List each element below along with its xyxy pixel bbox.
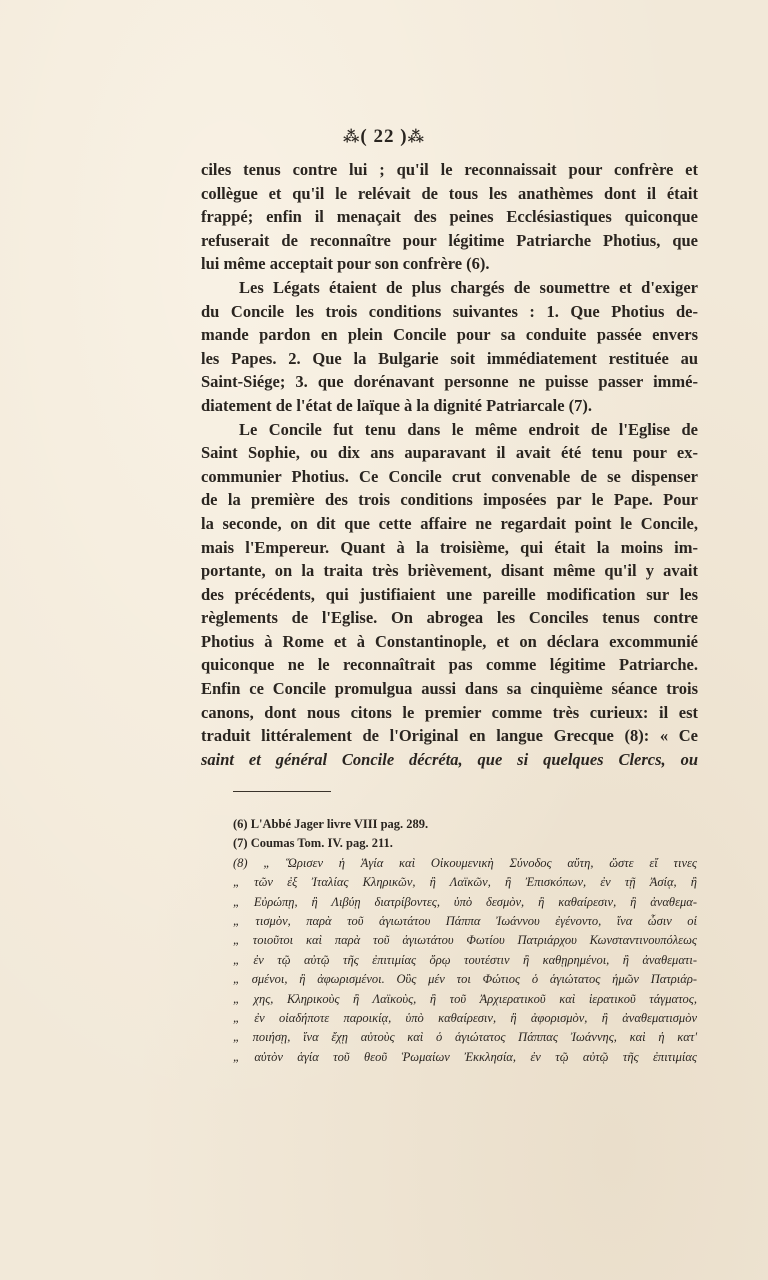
text-line: mais l'Empereur. Quant à la troisième, qui était la moins im- xyxy=(201,537,698,557)
text-line: Photius à Rome et à Constantinople, et on déclara excommunié xyxy=(201,631,698,651)
text-line: frappé; enfin il menaçait des peines Ecclésiastiques quiconque xyxy=(201,207,698,227)
text-line: règlements de l'Eglise. On abrogea les Conciles tenus contre xyxy=(201,608,698,628)
text-line: quiconque ne le reconnaîtrait pas comme légitime Patriarche. xyxy=(201,655,698,675)
text-line: Le Concile fut tenu dans le même endroit de l'Eglise de xyxy=(239,419,698,439)
text-line: des précédents, qui justifiaient une pareille modification sur les xyxy=(201,584,698,604)
greek-line: „ αὐτὸν ἁγία τοῦ θεοῦ Ῥωμαίων Ἐκκλησία, ἐν τῷ αὐτῷ τῆς ἐπιτιμίας xyxy=(233,1049,697,1064)
greek-line: „ σμένοι, ἢ ἀφωρισμένοι. Οὓς μέν τοι Φώτιος ὁ ἁγιώτατος ἡμῶν Πατριάρ- xyxy=(233,972,697,987)
page-header: ⁂( 22 )⁂ xyxy=(343,126,425,147)
text-line: communier Photius. Ce Concile crut convenable de se dispenser xyxy=(201,466,698,486)
footnote-6: (6) L'Abbé Jager livre VIII pag. 289. xyxy=(233,817,429,831)
greek-line: „ ἐν οἱαδήποτε παροικίᾳ, ὑπὸ καθαίρεσιν, ἢ ἀφορισμὸν, ἢ ἀναθεματισμὸν xyxy=(233,1011,697,1026)
main-text xyxy=(201,158,698,771)
greek-line: „ ἐν τῷ αὐτῷ τῆς ἐπιτιμίας ὅρῳ τουτέστιν ἢ καθῃρημένοι, ἢ ἀναθεματι- xyxy=(233,952,697,967)
greek-line: „ τισμὸν, παρὰ τοῦ ἁγιωτάτου Πάππα Ἰωάννου ἐγένοντο, ἵνα ὦσιν οἱ xyxy=(233,914,697,929)
page-number: 22 xyxy=(373,126,395,147)
text-line: saint et général Concile décréta, que si quelques Clercs, ou xyxy=(201,749,698,769)
text-line: la seconde, on dit que cette affaire ne regardait point le Concile, xyxy=(201,513,698,533)
text-line: traduit littéralement de l'Original en langue Grecque (8): « Ce xyxy=(201,726,698,746)
footnote-divider xyxy=(233,791,331,792)
footnote-7: (7) Coumas Tom. IV. pag. 211. xyxy=(233,836,393,851)
text-line: du Concile les trois conditions suivantes : 1. Que Photius de- xyxy=(201,301,698,321)
text-line: Saint Sophie, ou dix ans auparavant il avait été tenu pour ex- xyxy=(201,443,698,463)
text-line: de la première des trois conditions imposées par le Pape. Pour xyxy=(201,490,698,510)
text-line: diatement de l'état de laïque à la dignité Patriarcale (7). xyxy=(201,395,593,415)
greek-line: „ χης, Κληρικοὺς ἢ Λαϊκοὺς, ἢ τοῦ Ἀρχιερατικοῦ καὶ ἱερατικοῦ τάγματος, xyxy=(233,991,697,1006)
text-line: canons, dont nous citons le premier comme très curieux: il est xyxy=(201,702,698,722)
text-line: les Papes. 2. Que la Bulgarie soit immédiatement restituée au xyxy=(201,348,698,368)
text-line: Saint-Siége; 3. que dorénavant personne ne puisse passer immé- xyxy=(201,372,698,392)
text-line: Enfin ce Concile promulgua aussi dans sa cinquième séance trois xyxy=(201,679,698,699)
footnotes xyxy=(233,815,697,1067)
text-line: lui même acceptait pour son confrère (6). xyxy=(201,254,490,274)
text-line: portante, on la traita très brièvement, disant même qu'il y avait xyxy=(201,561,698,581)
greek-line: „ τοιοῦτοι καὶ παρὰ τοῦ ἁγιωτάτου Φωτίου Πατριάρχου Κωνσταντινουπόλεως xyxy=(233,933,697,948)
greek-line: „ Εὐρώπῃ, ἢ Λιβύῃ διατρίβοντες, ὑπὸ δεσμὸν, ἢ καθαίρεσιν, ἢ ἀναθεμα- xyxy=(233,894,697,909)
text-line: mande pardon en plein Concile pour sa conduite passée envers xyxy=(201,325,698,345)
left-ornament-icon: ⁂ xyxy=(343,129,361,146)
text-line: refuserait de reconnaître pour légitime Patriarche Photius, que xyxy=(201,230,698,250)
text-line: collègue et qu'il le relévait de tous les anathèmes dont il était xyxy=(201,183,698,203)
greek-line: (8) „ Ὥρισεν ἡ Ἁγία καὶ Οἰκουμενικὴ Σύνοδος αὕτη, ὥστε εἴ τινες xyxy=(233,855,697,870)
greek-line: „ τῶν ἐξ Ἰταλίας Κληρικῶν, ἢ Λαϊκῶν, ἢ Ἐπισκόπων, ἐν τῇ Ἀσίᾳ, ἢ xyxy=(233,875,697,890)
text-line: ciles tenus contre lui ; qu'il le reconnaissait pour confrère et xyxy=(201,160,698,179)
text-line: Les Légats étaient de plus chargés de soumettre et d'exiger xyxy=(239,277,698,297)
greek-line: „ ποιήσῃ, ἵνα ἔχῃ αὐτοὺς καὶ ὁ ἁγιώτατος Πάππας Ἰωάννης, καὶ ἡ κατ' xyxy=(233,1030,697,1045)
right-ornament-icon: ⁂ xyxy=(407,129,425,146)
footnote-8 xyxy=(233,854,697,1067)
